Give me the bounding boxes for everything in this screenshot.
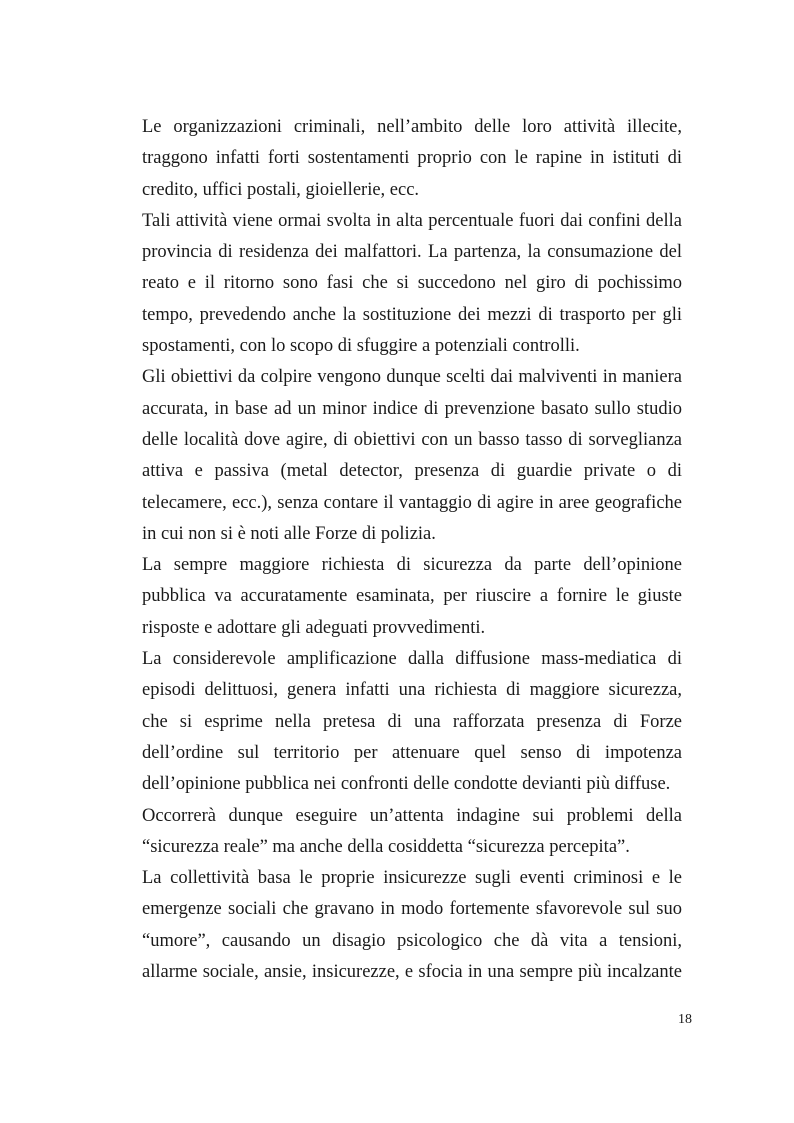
text-line: Tali attività viene ormai svolta in alta percentuale fuori dai confini della (142, 210, 682, 231)
text-line: pubblica va accuratamente esaminata, per riuscire a fornire le giuste (142, 586, 682, 607)
text-line: provincia di residenza dei malfattori. La partenza, la consumazione del (142, 242, 682, 263)
paragraph (142, 801, 682, 864)
page-number: 18 (678, 1012, 692, 1027)
text-line: Occorrerà dunque eseguire un’attenta indagine sui problemi della (142, 805, 682, 826)
text-line: tempo, prevedendo anche la sostituzione dei mezzi di trasporto per gli (142, 304, 682, 325)
paragraph (142, 112, 682, 206)
paragraph (142, 362, 682, 550)
text-line: delle località dove agire, di obiettivi con un basso tasso di sorveglianza (142, 429, 682, 450)
text-line: credito, uffici postali, gioiellerie, ecc. (142, 179, 420, 200)
text-line: episodi delittuosi, genera infatti una richiesta di maggiore sicurezza, (142, 680, 682, 701)
text-line: dell’opinione pubblica nei confronti delle condotte devianti più diffuse. (142, 774, 671, 795)
text-line: Gli obiettivi da colpire vengono dunque scelti dai malviventi in maniera (142, 367, 682, 388)
text-line: “umore”, causando un disagio psicologico che dà vita a tensioni, (142, 930, 682, 951)
text-line: La considerevole amplificazione dalla diffusione mass-mediatica di (142, 649, 682, 670)
text-line: attiva e passiva (metal detector, presenza di guardie private o di (142, 461, 682, 482)
paragraph (142, 644, 682, 800)
text-line: telecamere, ecc.), senza contare il vantaggio di agire in aree geografiche (142, 492, 682, 513)
body-text (142, 112, 682, 988)
paragraph (142, 863, 682, 988)
text-line: Le organizzazioni criminali, nell’ambito delle loro attività illecite, (142, 117, 682, 137)
text-line: La collettività basa le proprie insicurezze sugli eventi criminosi e le (142, 868, 682, 889)
text-line: allarme sociale, ansie, insicurezze, e sfocia in una sempre più incalzante (142, 962, 682, 983)
text-line: risposte e adottare gli adeguati provvedimenti. (142, 617, 486, 638)
text-line: dell’ordine sul territorio per attenuare quel senso di impotenza (142, 742, 682, 763)
text-line: “sicurezza reale” ma anche della cosiddetta “sicurezza percepita”. (142, 836, 630, 857)
text-line: in cui non si è noti alle Forze di polizia. (142, 523, 436, 544)
paragraph (142, 550, 682, 644)
text-line: traggono infatti forti sostentamenti proprio con le rapine in istituti di (142, 148, 682, 169)
text-line: accurata, in base ad un minor indice di prevenzione basato sullo studio (142, 398, 682, 419)
paragraph (142, 206, 682, 362)
text-line: emergenze sociali che gravano in modo fortemente sfavorevole sul suo (142, 899, 682, 920)
text-line: La sempre maggiore richiesta di sicurezza da parte dell’opinione (142, 555, 682, 576)
text-line: che si esprime nella pretesa di una rafforzata presenza di Forze (142, 711, 682, 732)
text-line: reato e il ritorno sono fasi che si succedono nel giro di pochissimo (142, 273, 682, 294)
text-line: spostamenti, con lo scopo di sfuggire a potenziali controlli. (142, 336, 580, 357)
